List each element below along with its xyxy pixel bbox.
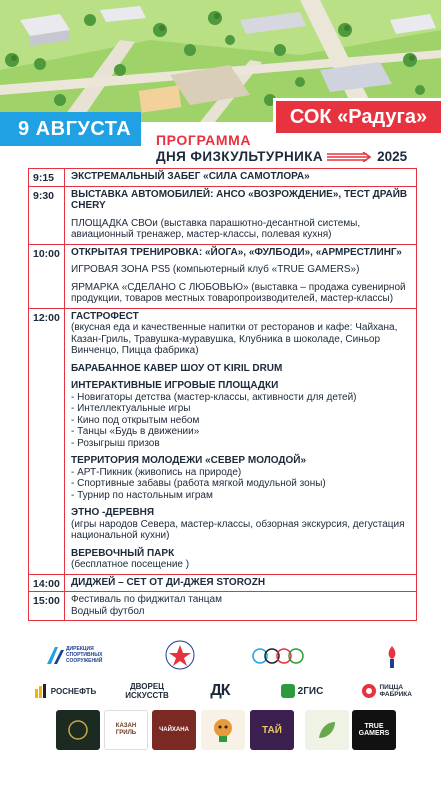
dss-logo: ДИРЕКЦИЯ СПОРТИВНЫХ СООРУЖЕНИЙ — [40, 642, 120, 668]
schedule-events — [65, 187, 416, 244]
event-item — [71, 171, 411, 183]
schedule-events — [65, 592, 416, 620]
event-detail: Водный футбол — [71, 605, 145, 617]
schedule-row — [29, 169, 416, 187]
yunarmia-logo — [160, 640, 200, 670]
schedule-time: 9:30 — [29, 187, 65, 244]
event-detail: ПЛОЩАДКА СВОи (выставка парашютно-десантной системы, авиационный тренажер, мастер-классы, полевая кухня) — [71, 217, 361, 240]
event-item — [71, 363, 411, 375]
2gis-emblem-icon — [281, 684, 295, 698]
2gis-logo: 2ГИС — [274, 680, 330, 702]
event-title: ВЕРЕВОЧНЫЙ ПАРК — [71, 547, 175, 559]
schedule-events — [65, 169, 416, 186]
event-item — [71, 264, 411, 276]
schedule-row — [29, 575, 416, 593]
event-item — [71, 247, 411, 259]
event-detail: - Турнир по настольным играм — [71, 489, 213, 501]
mascot-icon — [210, 716, 236, 744]
schedule-row — [29, 245, 416, 309]
event-title: ДИДЖЕЙ – СЕТ ОТ ДИ-ДЖЕЯ STOROZH — [71, 576, 266, 588]
rosneft-emblem-icon — [34, 683, 48, 699]
event-item — [71, 282, 411, 305]
event-detail: - Розыгрыш призов — [71, 437, 160, 449]
event-item — [71, 189, 411, 212]
event-detail: - Спортивные забавы (работа мягкой модульной зоны) — [71, 478, 326, 489]
event-item — [71, 548, 411, 571]
event-title: ТЕРРИТОРИЯ МОЛОДЕЖИ «СЕВЕР МОЛОДОЙ» — [71, 455, 307, 466]
event-title: ВЫСТАВКА АВТОМОБИЛЕЙ: АНСО «ВОЗРОЖДЕНИЕ», ТЕСТ ДРАЙВ CHERY — [71, 188, 408, 211]
schedule-row — [29, 309, 416, 575]
schedule-row — [29, 592, 416, 621]
event-detail: - Кино под открытым небом — [71, 414, 200, 426]
event-title: ГАСТРОФЕСТ — [71, 310, 139, 322]
torch-icon — [380, 644, 404, 670]
pizza-icon — [361, 683, 377, 699]
true-gamers-tile: TRUE GAMERS — [352, 710, 396, 750]
dvorets-iskusstv-logo: ДВОРЕЦ ИСКУССТВ — [125, 682, 169, 700]
event-detail: ИГРОВАЯ ЗОНА PS5 (компьютерный клуб «TRUE GAMERS») — [71, 264, 360, 275]
schedule-events — [65, 309, 416, 574]
schedule-time: 12:00 — [29, 309, 65, 574]
event-item — [71, 455, 411, 501]
herbal-tile — [305, 710, 349, 750]
event-title: ЭКСТРЕМАЛЬНЫЙ ЗАБЕГ «СИЛА САМОТЛОРА» — [71, 171, 310, 182]
schedule-time: 9:15 — [29, 169, 65, 186]
event-detail: (вкусная еда и качественные напитки от ресторанов и кафе: Чайхана, Казан-Гриль, Травушка-муравушка, Клубника в шоколаде, Синьор Винченцо, Пицца фабрика) — [71, 322, 398, 356]
sshor-samotlor-logo — [248, 640, 308, 672]
date-badge: 9 АВГУСТА — [0, 112, 141, 146]
event-title: БАРАБАННОЕ КАВЕР ШОУ ОТ KIRIL DRUM — [71, 362, 283, 374]
event-detail: Фестиваль по фиджитал танцам — [71, 594, 222, 605]
event-item — [71, 594, 411, 617]
mascot-tile — [201, 710, 245, 750]
dss-emblem-icon — [44, 644, 66, 666]
event-item — [71, 507, 411, 542]
kazan-grill-tile: КАЗАН ГРИЛЬ — [104, 710, 148, 750]
restaurant-logo-tile-1 — [56, 710, 100, 750]
schedule-time: 14:00 — [29, 575, 65, 592]
venue-badge: СОК «Радуга» — [273, 98, 441, 136]
leaf-icon — [315, 718, 339, 742]
event-detail: - АРТ-Пикник (живопись на природе) — [71, 466, 242, 478]
schedule-events — [65, 575, 416, 592]
star-emblem-icon — [163, 640, 197, 670]
schedule-time: 10:00 — [29, 245, 65, 308]
event-item — [71, 218, 411, 241]
event-detail: - Танцы «Будь в движении» — [71, 426, 200, 437]
event-detail: - Интеллектуальные игры — [71, 403, 191, 414]
event-detail: ЯРМАРКА «СДЕЛАНО С ЛЮБОВЬЮ» (выставка – продажа сувенирной продукции, товаров местных товаропроизводителей, мастер-классы) — [71, 281, 406, 304]
dk-logo: ДК — [210, 682, 230, 699]
event-title: ОТКРЫТАЯ ТРЕНИРОВКА: «ЙОГА», «ФУЛБОДИ», «АРМРЕСТЛИНГ» — [71, 246, 402, 258]
event-title: ИНТЕРАКТИВНЫЕ ИГРОВЫЕ ПЛОЩАДКИ — [71, 380, 279, 391]
event-item — [71, 577, 411, 589]
schedule-time: 15:00 — [29, 592, 65, 620]
event-item — [71, 311, 411, 357]
arrow-lines-icon — [327, 152, 371, 162]
program-title-block — [156, 132, 431, 164]
program-title: ПРОГРАММА — [156, 132, 252, 148]
event-detail: - Новигаторы детства (мастер-классы, активности для детей) — [71, 391, 357, 403]
pizza-fabrika-logo: ПИЦЦА ФАБРИКА — [352, 680, 428, 702]
event-item — [71, 380, 411, 449]
event-detail: (игры народов Севера, мастер-классы, обзорная экскурсия, дегустация национальной кухни) — [71, 518, 405, 541]
sport-school-logo — [372, 640, 412, 674]
event-detail: (бесплатное посещение ) — [71, 559, 190, 570]
schedule-events — [65, 245, 416, 308]
program-year: 2025 — [377, 149, 408, 164]
chaikhana-tile: ЧАЙХАНА — [152, 710, 196, 750]
program-subtitle-row — [156, 149, 431, 164]
schedule-row — [29, 187, 416, 245]
program-subtitle: ДНЯ ФИЗКУЛЬТУРНИКА — [156, 149, 324, 164]
olympic-rings-icon — [248, 640, 308, 672]
rosneft-logo: РОСНЕФТЬ — [30, 680, 100, 702]
sponsor-logos — [0, 636, 441, 800]
schedule-table — [28, 168, 417, 621]
laurel-icon — [66, 718, 90, 742]
event-title: ЭТНО -ДЕРЕВНЯ — [71, 507, 155, 518]
tai-tile: ТАЙ — [250, 710, 294, 750]
